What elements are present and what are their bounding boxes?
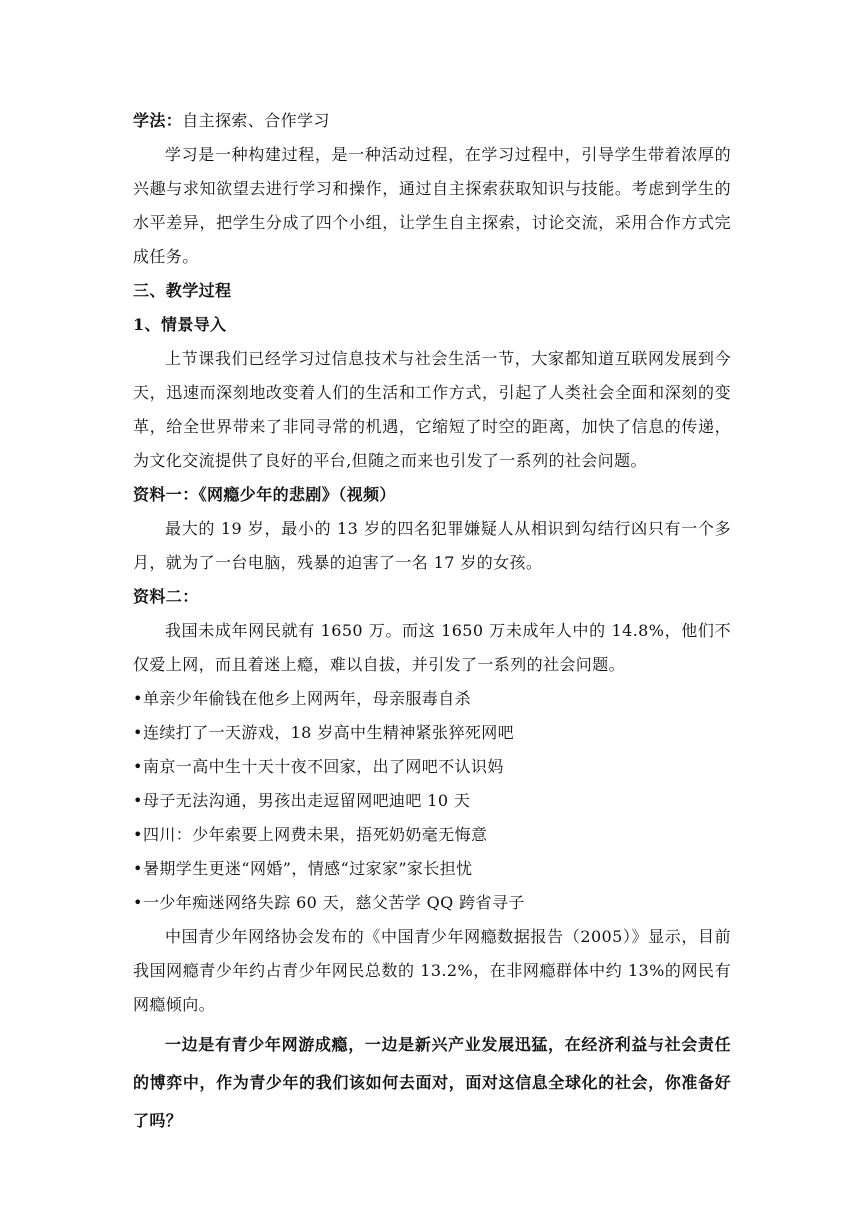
material-two-heading: 资料二：: [133, 587, 199, 606]
scenario-intro-paragraph: 上节课我们已经学习过信息技术与社会生活一节，大家都知道互联网发展到今天，迅速而深刻地改变着人们的生活和工作方式，引起了人类社会全面和深刻的变革，给全世界带来了非同寻常的机遇，它缩短了时空的距离，加快了信息的传递，为文化交流提供了良好的平台,但随之而来也引发了一系列的社会问题。: [133, 349, 731, 470]
study-method-value: 自主探索、合作学习: [182, 111, 330, 130]
bullet-dot: •: [133, 893, 143, 912]
list-item-text: 一少年痴迷网络失踪 60 天，慈父苦学 QQ 跨省寻子: [143, 893, 525, 912]
news-bullet-list: [133, 682, 731, 920]
list-item-text: 南京一高中生十天十夜不回家，出了网吧不认识妈: [143, 757, 504, 776]
bullet-dot: •: [133, 859, 143, 878]
list-item: [133, 750, 731, 784]
list-item: [133, 886, 731, 920]
list-item-text: 母子无法沟通，男孩出走逗留网吧迪吧 10 天: [143, 791, 471, 810]
list-item-text: 单亲少年偷钱在他乡上网两年，母亲服毒自杀: [143, 689, 472, 708]
bullet-dot: •: [133, 689, 143, 708]
document-body: [133, 104, 731, 1140]
closing-question-paragraph: 一边是有青少年网游成瘾，一边是新兴产业发展迅猛，在经济利益与社会责任的博弈中，作为青少年的我们该如何去面对，面对这信息全球化的社会，你准备好了吗？: [133, 1035, 731, 1130]
study-method-label: 学法：: [133, 111, 183, 130]
list-item-text: 暑期学生更迷“网婚”，情感“过家家”家长担忧: [143, 859, 473, 878]
study-method-paragraph: 学习是一种构建过程，是一种活动过程，在学习过程中，引导学生带着浓厚的兴趣与求知欲望去进行学习和操作，通过自主探索获取知识与技能。考虑到学生的水平差异，把学生分成了四个小组，让学生自主探索，讨论交流，采用合作方式完成任务。: [133, 145, 731, 266]
list-item: [133, 682, 731, 716]
list-item: [133, 784, 731, 818]
list-item-text: 连续打了一天游戏，18 岁高中生精神紧张猝死网吧: [143, 723, 515, 742]
study-method-line: [133, 104, 731, 138]
material-one-paragraph: 最大的 19 岁，最小的 13 岁的四名犯罪嫌疑人从相识到勾结行凶只有一个多月，就为了一台电脑，残暴的迫害了一名 17 岁的女孩。: [133, 519, 731, 572]
report-paragraph: 中国青少年网络协会发布的《中国青少年网瘾数据报告（2005）》显示，目前我国网瘾青少年约占青少年网民总数的 13.2%，在非网瘾群体中约 13%的网民有网瘾倾向。: [133, 927, 731, 1014]
list-item: [133, 716, 731, 750]
material-one-heading: 资料一：《网瘾少年的悲剧》（视频）: [133, 485, 396, 504]
material-two-paragraph: 我国未成年网民就有 1650 万。而这 1650 万未成年人中的 14.8%，他们不仅爱上网，而且着迷上瘾，难以自拔，并引发了一系列的社会问题。: [133, 621, 731, 674]
bullet-dot: •: [133, 757, 143, 776]
bullet-dot: •: [133, 723, 143, 742]
list-item: [133, 818, 731, 852]
bullet-dot: •: [133, 825, 143, 844]
subsection-heading-scenario-intro: 1、情景导入: [133, 315, 227, 334]
list-item-text: 四川：少年索要上网费未果，捂死奶奶毫无悔意: [143, 825, 488, 844]
section-heading-teaching-process: 三、教学过程: [133, 281, 232, 300]
list-item: [133, 852, 731, 886]
bullet-dot: •: [133, 791, 143, 810]
